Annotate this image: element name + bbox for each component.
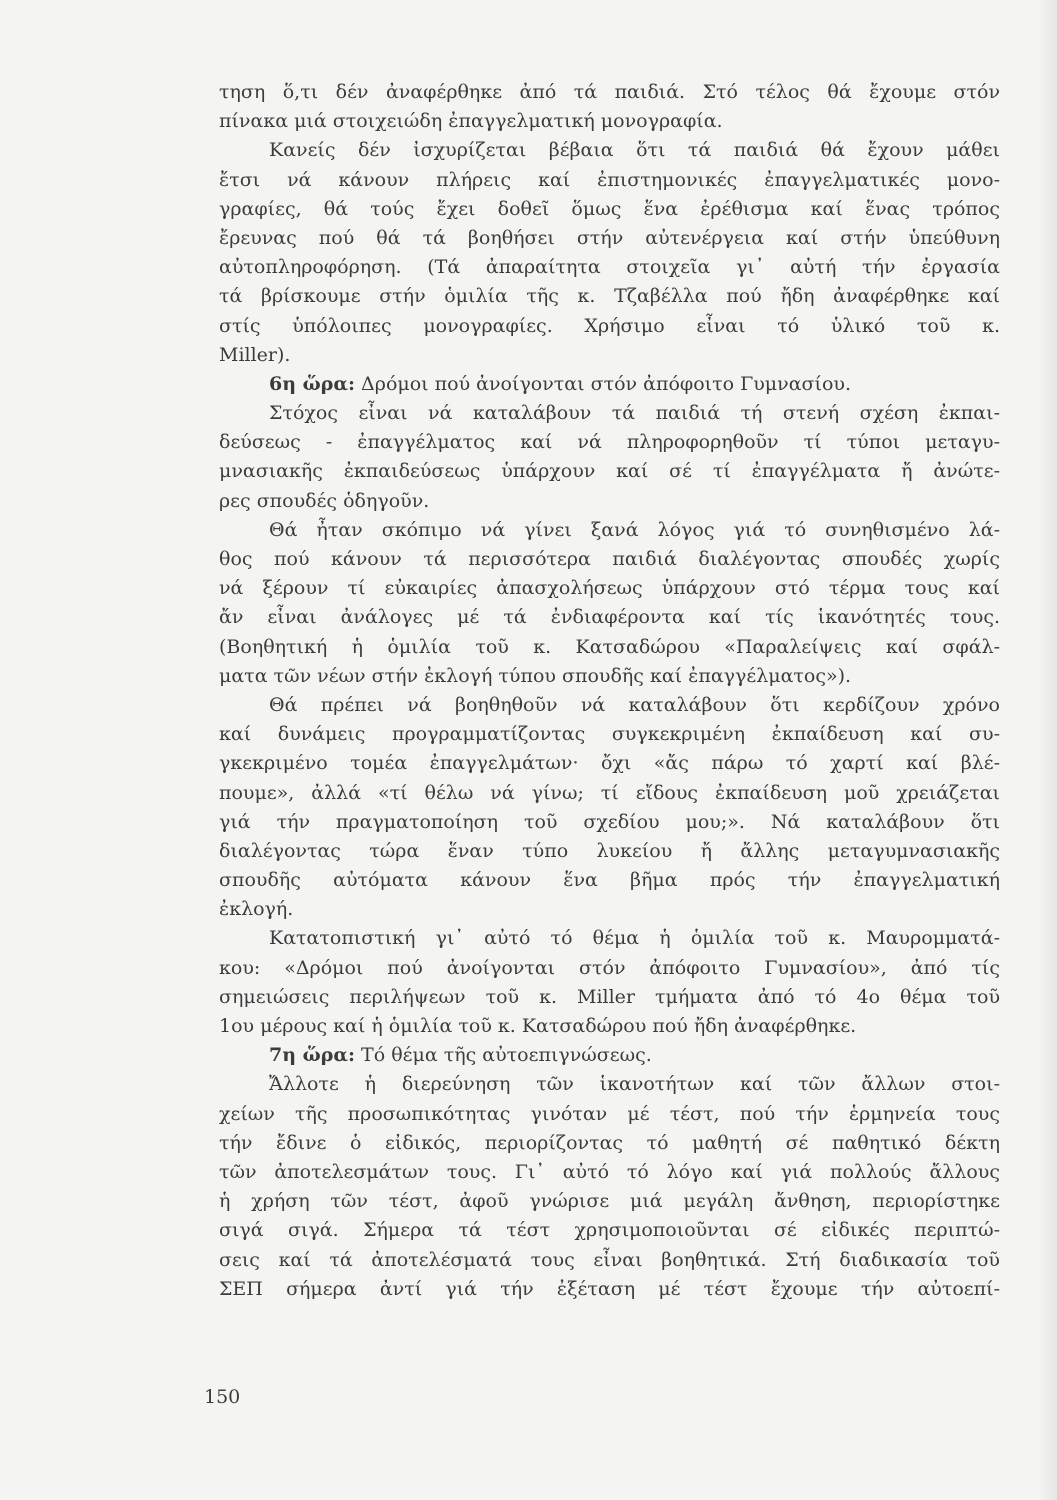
text-line: ΣΕΠ σήμερα ἀντί γιά τήν ἐξέταση μέ τέστ ἔχουμε τήν αὐτοεπί- [219,1277,1000,1300]
text-line: Στόχος εἶναι νά καταλάβουν τά παιδιά τή στενή σχέση ἐκπαι- [269,402,1000,425]
text-line: μνασιακῆς ἐκπαιδεύσεως ὑπάρχουν καί σέ τί ἐπαγγέλματα ἤ ἀνώτε- [219,460,1000,483]
text-line: θος πού κάνουν τά περισσότερα παιδιά διαλέγοντας σπουδές χωρίς [219,548,1000,570]
text-line: 1ου μέρους καί ἡ ὁμιλία τοῦ κ. Κατσαδώρου πού ἤδη ἀναφέρθηκε. [219,1015,857,1037]
text-line: ἄν εἶναι ἀνάλογες μέ τά ἐνδιαφέροντα καί τίς ἱκανότητές τους. [219,606,1000,629]
text-line: γιά τήν πραγματοποίηση τοῦ σχεδίου μου;». Νά καταλάβουν ὅτι [219,810,1000,833]
text-line: Κανείς δέν ἰσχυρίζεται βέβαια ὅτι τά παιδιά θά ἔχουν μάθει [269,139,1000,162]
text-line: τῶν ἀποτελεσμάτων τους. Γι᾽ αὐτό τό λόγο καί γιά πολλούς ἄλλους [219,1160,1000,1183]
text-line: τά βρίσκουμε στήν ὁμιλία τῆς κ. Τζαβέλλα πού ἤδη ἀναφέρθηκε καί [219,285,1000,308]
text-line: σπουδῆς αὐτόματα κάνουν ἕνα βῆμα πρός τήν ἐπαγγελματική [219,869,1000,892]
text-line: ἔρευνας πού θά τά βοηθήσει στήν αὐτενέργεια καί στήν ὑπεύθυνη [219,226,1000,249]
text-line: ἔτσι νά κάνουν πλήρεις καί ἐπιστημονικές ἐπαγγελματικές μονο- [219,168,1000,191]
text-line: κου: «Δρόμοι πού ἀνοίγονται στόν ἀπόφοιτο Γυμνασίου», ἀπό τίς [219,956,1000,979]
text-line: (Βοηθητική ἡ ὁμιλία τοῦ κ. Κατσαδώρου «Παραλείψεις καί σφάλ- [219,635,1000,658]
text-line: νά ξέρουν τί εὐκαιρίες ἀπασχολήσεως ὑπάρχουν στό τέρμα τους καί [219,577,1000,600]
text-line: σημειώσεις περιλήψεων τοῦ κ. Miller τμήματα ἀπό τό 4ο θέμα τοῦ [219,985,1000,1008]
heading-title: Τό θέμα τῆς αὐτοεπιγνώσεως. [355,1044,652,1067]
text-line: ἡ χρήση τῶν τέστ, ἀφοῦ γνώρισε μιά μεγάλη ἄνθηση, περιορίστηκε [219,1190,1000,1213]
text-line: σιγά σιγά. Σήμερα τά τέστ χρησιμοποιοῦνται σέ εἰδικές περιπτώ- [219,1219,1000,1242]
page-edge-shadow [1039,0,1057,1500]
body-text [219,78,1000,1304]
text-line: Θά πρέπει νά βοηθηθοῦν νά καταλάβουν ὅτι κερδίζουν χρόνο [269,693,1000,716]
text-line: ματα τῶν νέων στήν ἐκλογή τύπου σπουδῆς καί ἐπαγγέλματος»). [219,664,852,687]
text-line: αὐτοπληροφόρηση. (Τά ἀπαραίτητα στοιχεῖα γι᾽ αὐτή τήν ἐργασία [219,256,1000,279]
text-line: τήν ἔδινε ὁ εἰδικός, περιορίζοντας τό μαθητή σέ παθητικό δέκτη [219,1131,1000,1154]
text-line: καί δυνάμεις προγραμματίζοντας συγκεκριμένη ἐκπαίδευση καί συ- [219,723,1000,746]
text-line: γκεκριμένο τομέα ἐπαγγελμάτων· ὄχι «ἄς πάρω τό χαρτί καί βλέ- [219,752,1000,775]
text-line: διαλέγοντας τώρα ἕναν τύπο λυκείου ἤ ἄλλης μεταγυμνασιακῆς [219,839,1000,862]
page-number: 150 [204,1386,241,1408]
heading-label: 7η ὥρα: [269,1044,356,1067]
heading-title: Δρόμοι πού ἀνοίγονται στόν ἀπόφοιτο Γυμνασίου. [355,372,851,395]
text-line: τηση ὅ,τι δέν ἀναφέρθηκε ἀπό τά παιδιά. Στό τέλος θά ἔχουμε στόν [219,81,1000,103]
text-line: Miller). [219,343,291,366]
text-line: πουμε», ἀλλά «τί θέλω νά γίνω; τί εἴδους ἐκπαίδευση μοῦ χρειάζεται [219,781,1000,804]
text-line: γραφίες, θά τούς ἔχει δοθεῖ ὅμως ἕνα ἐρέθισμα καί ἕνας τρόπος [219,197,1000,220]
text-line: χείων τῆς προσωπικότητας γινόταν μέ τέστ, πού τήν ἑρμηνεία τους [219,1102,1000,1125]
text-line: Θά ἦταν σκόπιμο νά γίνει ξανά λόγος γιά τό συνηθισμένο λά- [269,518,1000,541]
text-line: σεις καί τά ἀποτελέσματά τους εἶναι βοηθητικά. Στή διαδικασία τοῦ [219,1248,1000,1271]
text-line: ἐκλογή. [219,898,294,921]
text-line: ρες σπουδές ὁδηγοῦν. [219,489,430,512]
text-line: στίς ὑπόλοιπες μονογραφίες. Χρήσιμο εἶναι τό ὑλικό τοῦ κ. [219,314,1000,337]
text-line: Ἄλλοτε ἡ διερεύνηση τῶν ἱκανοτήτων καί τῶν ἄλλων στοι- [269,1073,1000,1096]
section-heading-6 [219,370,1000,399]
heading-label: 6η ὥρα: [269,372,356,395]
section-heading-7 [219,1041,1000,1070]
text-line: Κατατοπιστική γι᾽ αὐτό τό θέμα ἡ ὁμιλία τοῦ κ. Μαυρομματά- [269,927,1000,950]
text-line: δεύσεως - ἐπαγγέλματος καί νά πληροφορηθοῦν τί τύποι μεταγυ- [219,431,1000,454]
text-line: πίνακα μιά στοιχειώδη ἐπαγγελματική μονογραφία. [219,110,723,133]
